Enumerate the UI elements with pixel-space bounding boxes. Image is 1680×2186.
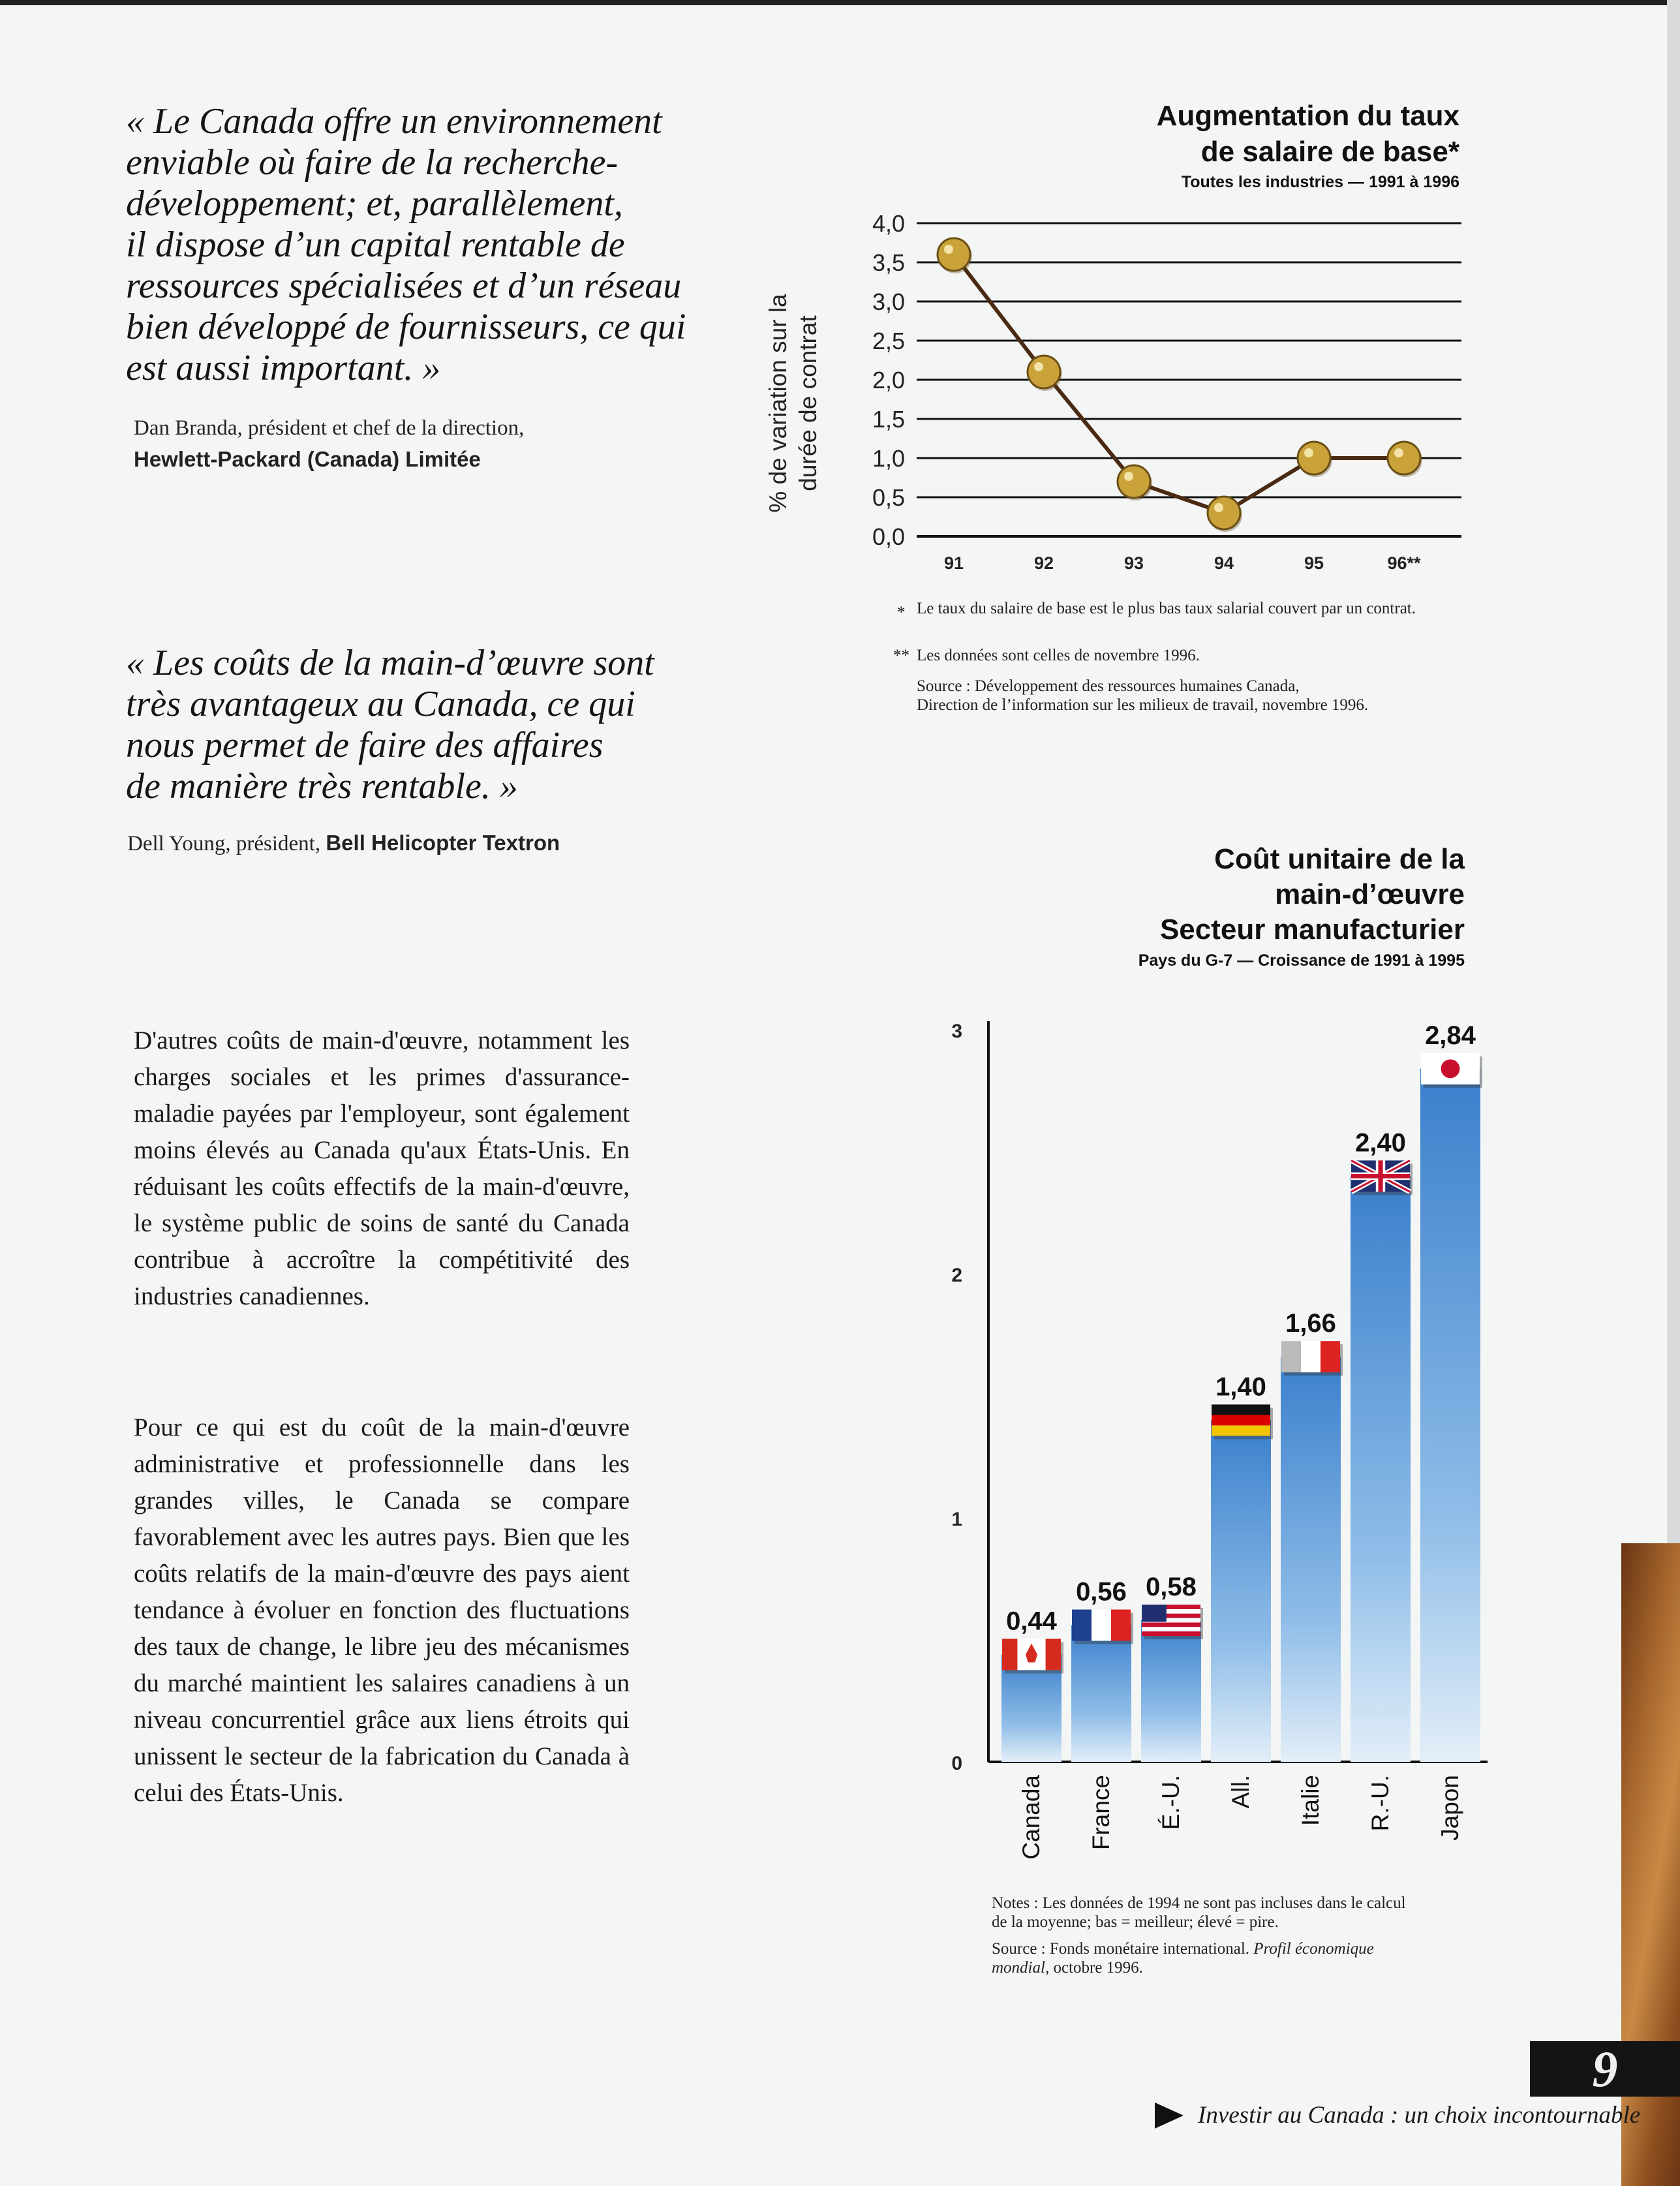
chart1-ytick-label: 3,0 <box>872 288 905 315</box>
chart1-point-highlight <box>1124 472 1133 481</box>
chart2-category-label: R.-U. <box>1367 1775 1394 1832</box>
flag-band-green <box>1281 1341 1301 1372</box>
flag-band-blue <box>1072 1610 1092 1641</box>
chart2-title <box>878 842 1465 947</box>
chart1-data-point <box>1028 356 1060 388</box>
chart2-category-label: Japon <box>1437 1775 1463 1841</box>
flag-band-red <box>1321 1341 1340 1372</box>
chart1-source <box>917 677 1504 715</box>
chart1-xtick-label: 95 <box>1304 553 1324 573</box>
chart2-category-label: France <box>1088 1775 1114 1851</box>
flag-band-gold <box>1212 1425 1270 1436</box>
flag-stripe <box>1142 1631 1200 1636</box>
body-paragraph-2: Pour ce qui est du coût de la main-d'œuvre administrative et professionnelle dans les grandes villes, le Canada se compare favorablement avec les autres pays. Bien que les coûts relatifs de la main-d'œuvre des pays aient tendance à évoluer en fonction des fluctuations des taux de change, le libre jeu des mécanismes du marché maintient les salaires canadiens à un niveau concurrentiel grâce aux liens étroits qui unissent le secteur de la fabrication du Canada à celui des États-Unis. <box>134 1413 630 1807</box>
chart2-bar-Japon <box>1420 1069 1480 1762</box>
chart1-ytick-label: 0,0 <box>872 523 905 550</box>
chart2-bar-É.-U. <box>1141 1620 1201 1762</box>
quote-attribution-1 <box>134 412 524 475</box>
chart2-notes <box>992 1894 1514 1932</box>
body-paragraph-1: D'autres coûts de main-d'œuvre, notamment les charges sociales et les primes d'assurance-maladie payées par l'employeur, sont également moins élevés au Canada qu'aux États-Unis. En réduisant les coûts effectifs de la main-d'œuvre, le système public de soins de santé du Canada contribue à accroître la compétitivité des industries canadiennes. <box>134 1026 630 1310</box>
chart1-xtick-label: 96** <box>1387 553 1421 573</box>
top-border <box>0 0 1680 5</box>
chart1-title-line2: de salaire de base* <box>1200 136 1459 168</box>
chart2-value-label: 1,40 <box>1215 1372 1266 1402</box>
flag-stripe <box>1142 1623 1200 1627</box>
chart1-ytick-label: 1,0 <box>872 445 905 472</box>
chart1-point-highlight <box>1214 503 1223 512</box>
germany-flag-icon <box>1212 1404 1273 1439</box>
chart2-title-line1: Coût unitaire de la <box>1214 843 1465 875</box>
chart2-bar-All. <box>1211 1420 1271 1762</box>
chart1-ytick-label: 0,5 <box>872 484 905 511</box>
chart2-title-line3: Secteur manufacturier <box>1159 914 1465 946</box>
footer-text: Investir au Canada : un choix incontournable <box>1198 2102 1641 2129</box>
chart1-subtitle: Toutes les industries — 1991 à 1996 <box>1181 173 1459 191</box>
chart1-data-point <box>1298 442 1330 474</box>
footer <box>1155 2101 1640 2129</box>
chart2-ytick-label: 0 <box>951 1753 962 1774</box>
chart2-bar-France <box>1071 1625 1131 1762</box>
chart1-ytick-label: 3,5 <box>872 249 905 276</box>
uk-flag-icon <box>1351 1160 1413 1195</box>
chart2-category-label: Italie <box>1297 1775 1324 1826</box>
chart2-value-label: 2,84 <box>1425 1021 1476 1050</box>
chart1-point-highlight <box>1034 362 1043 371</box>
chart2-value-label: 1,66 <box>1285 1309 1336 1338</box>
flag-band-white <box>1092 1610 1111 1641</box>
flag-canton <box>1142 1605 1167 1622</box>
quote-company-2: Bell Helicopter Textron <box>326 831 560 855</box>
chart1-point-highlight <box>944 245 953 254</box>
flag-cross-red <box>1351 1174 1410 1178</box>
labour-cost-bar-chart <box>926 992 1514 1892</box>
chart2-ytick-label: 3 <box>951 1021 962 1042</box>
quote-attribution-2 <box>127 827 560 859</box>
flag-band-red <box>1212 1415 1270 1425</box>
chart2-category-label: É.-U. <box>1157 1775 1184 1830</box>
chart1-note1 <box>897 599 1426 621</box>
chart1-note2 <box>893 646 1426 665</box>
italy-flag-icon <box>1281 1341 1343 1376</box>
chart1-note1-text: Le taux du salaire de base est le plus bas taux salarial couvert par un contrat. <box>917 600 1416 617</box>
quote-author-2: Dell Young, président, <box>127 832 321 855</box>
footer-arrow-icon <box>1155 2102 1184 2129</box>
chart1-note2-marker: ** <box>893 647 909 664</box>
chart1-ylabel-line1: % de variation sur la <box>765 294 791 513</box>
chart2-notes-line2: de la moyenne; bas = meilleur; élevé = pire. <box>992 1913 1279 1931</box>
chart1-data-point <box>1118 465 1150 498</box>
quote-company-1: Hewlett-Packard (Canada) Limitée <box>134 447 481 471</box>
quote-author-1: Dan Branda, président et chef de la direction, <box>134 416 525 440</box>
chart1-data-point <box>938 238 970 271</box>
chart1-point-highlight <box>1394 448 1403 457</box>
wage-increase-line-chart <box>750 196 1501 587</box>
chart2-source-date: , octobre 1996. <box>1045 1959 1143 1977</box>
chart2-value-label: 0,56 <box>1076 1577 1127 1607</box>
chart2-title-line2: main-d’œuvre <box>1275 878 1465 910</box>
chart2-ytick-label: 2 <box>951 1265 962 1286</box>
chart2-notes-line1: Notes : Les données de 1994 ne sont pas incluses dans le calcul <box>992 1894 1406 1912</box>
chart1-xtick-label: 92 <box>1033 553 1054 573</box>
flag-stripe <box>1142 1627 1200 1631</box>
chart2-source-title: Profil économique <box>1253 1940 1374 1958</box>
chart2-subtitle: Pays du G-7 — Croissance de 1991 à 1995 <box>1138 951 1465 970</box>
chart1-xtick-label: 91 <box>943 553 964 573</box>
chart1-ylabel-line2: durée de contrat <box>795 315 821 491</box>
flag-band-left <box>1002 1639 1017 1670</box>
chart2-value-label: 0,44 <box>1006 1607 1057 1636</box>
chart2-bar-Italie <box>1281 1357 1341 1762</box>
chart1-ytick-label: 4,0 <box>872 210 905 237</box>
chart1-series-line <box>954 254 1404 513</box>
chart1-note2-text: Les données sont celles de novembre 1996. <box>917 647 1200 664</box>
chart1-ytick-label: 1,5 <box>872 406 905 433</box>
chart2-value-label: 0,58 <box>1146 1573 1197 1602</box>
chart1-note1-marker: * <box>897 604 906 621</box>
usa-flag-icon <box>1142 1605 1203 1639</box>
chart1-source-line1: Source : Développement des ressources humaines Canada, <box>917 677 1300 695</box>
chart2-source-prefix: Source : Fonds monétaire international. <box>992 1940 1250 1958</box>
quote-bell-helicopter: « Les coûts de la main-d’œuvre sont très avantageux au Canada, ce qui nous permet de faire des affaires de manière très rentable. » <box>126 643 654 807</box>
chart1-data-point <box>1208 497 1240 529</box>
flag-sun <box>1441 1059 1460 1078</box>
quote-hewlett-packard: « Le Canada offre un environnement enviable où faire de la recherche- développement; et, parallèlement, il dispose d’un capital rentable de ressources spécialisées et d’un réseau bien développé de fournisseurs, ce qui est aussi important. » <box>126 101 686 388</box>
canada-flag-icon <box>1002 1639 1063 1673</box>
chart1-xtick-label: 93 <box>1123 553 1144 573</box>
chart2-source-title-cont: mondial <box>992 1959 1045 1977</box>
chart2-bar-R.-U. <box>1351 1176 1411 1762</box>
chart1-title-line1: Augmentation du taux <box>1156 100 1459 132</box>
chart2-value-label: 2,40 <box>1355 1128 1406 1158</box>
chart1-title <box>872 98 1459 170</box>
chart1-source-line2: Direction de l’information sur les milieux de travail, novembre 1996. <box>917 696 1369 714</box>
flag-band-black <box>1212 1404 1270 1415</box>
chart1-data-point <box>1388 442 1420 474</box>
chart2-category-label: All. <box>1227 1775 1254 1809</box>
france-flag-icon <box>1072 1610 1133 1644</box>
flag-band-right <box>1046 1639 1061 1670</box>
chart1-xtick-label: 94 <box>1214 553 1234 573</box>
chart1-point-highlight <box>1304 448 1313 457</box>
flag-band-white <box>1301 1341 1321 1372</box>
page-number: 9 <box>1530 2041 1680 2097</box>
chart2-category-label: Canada <box>1018 1775 1045 1860</box>
chart2-ytick-label: 1 <box>951 1509 962 1530</box>
japan-flag-icon <box>1421 1053 1482 1088</box>
chart1-ytick-label: 2,0 <box>872 367 905 393</box>
chart1-ytick-label: 2,5 <box>872 328 905 354</box>
chart2-source <box>992 1939 1514 1977</box>
flag-band-red <box>1111 1610 1131 1641</box>
